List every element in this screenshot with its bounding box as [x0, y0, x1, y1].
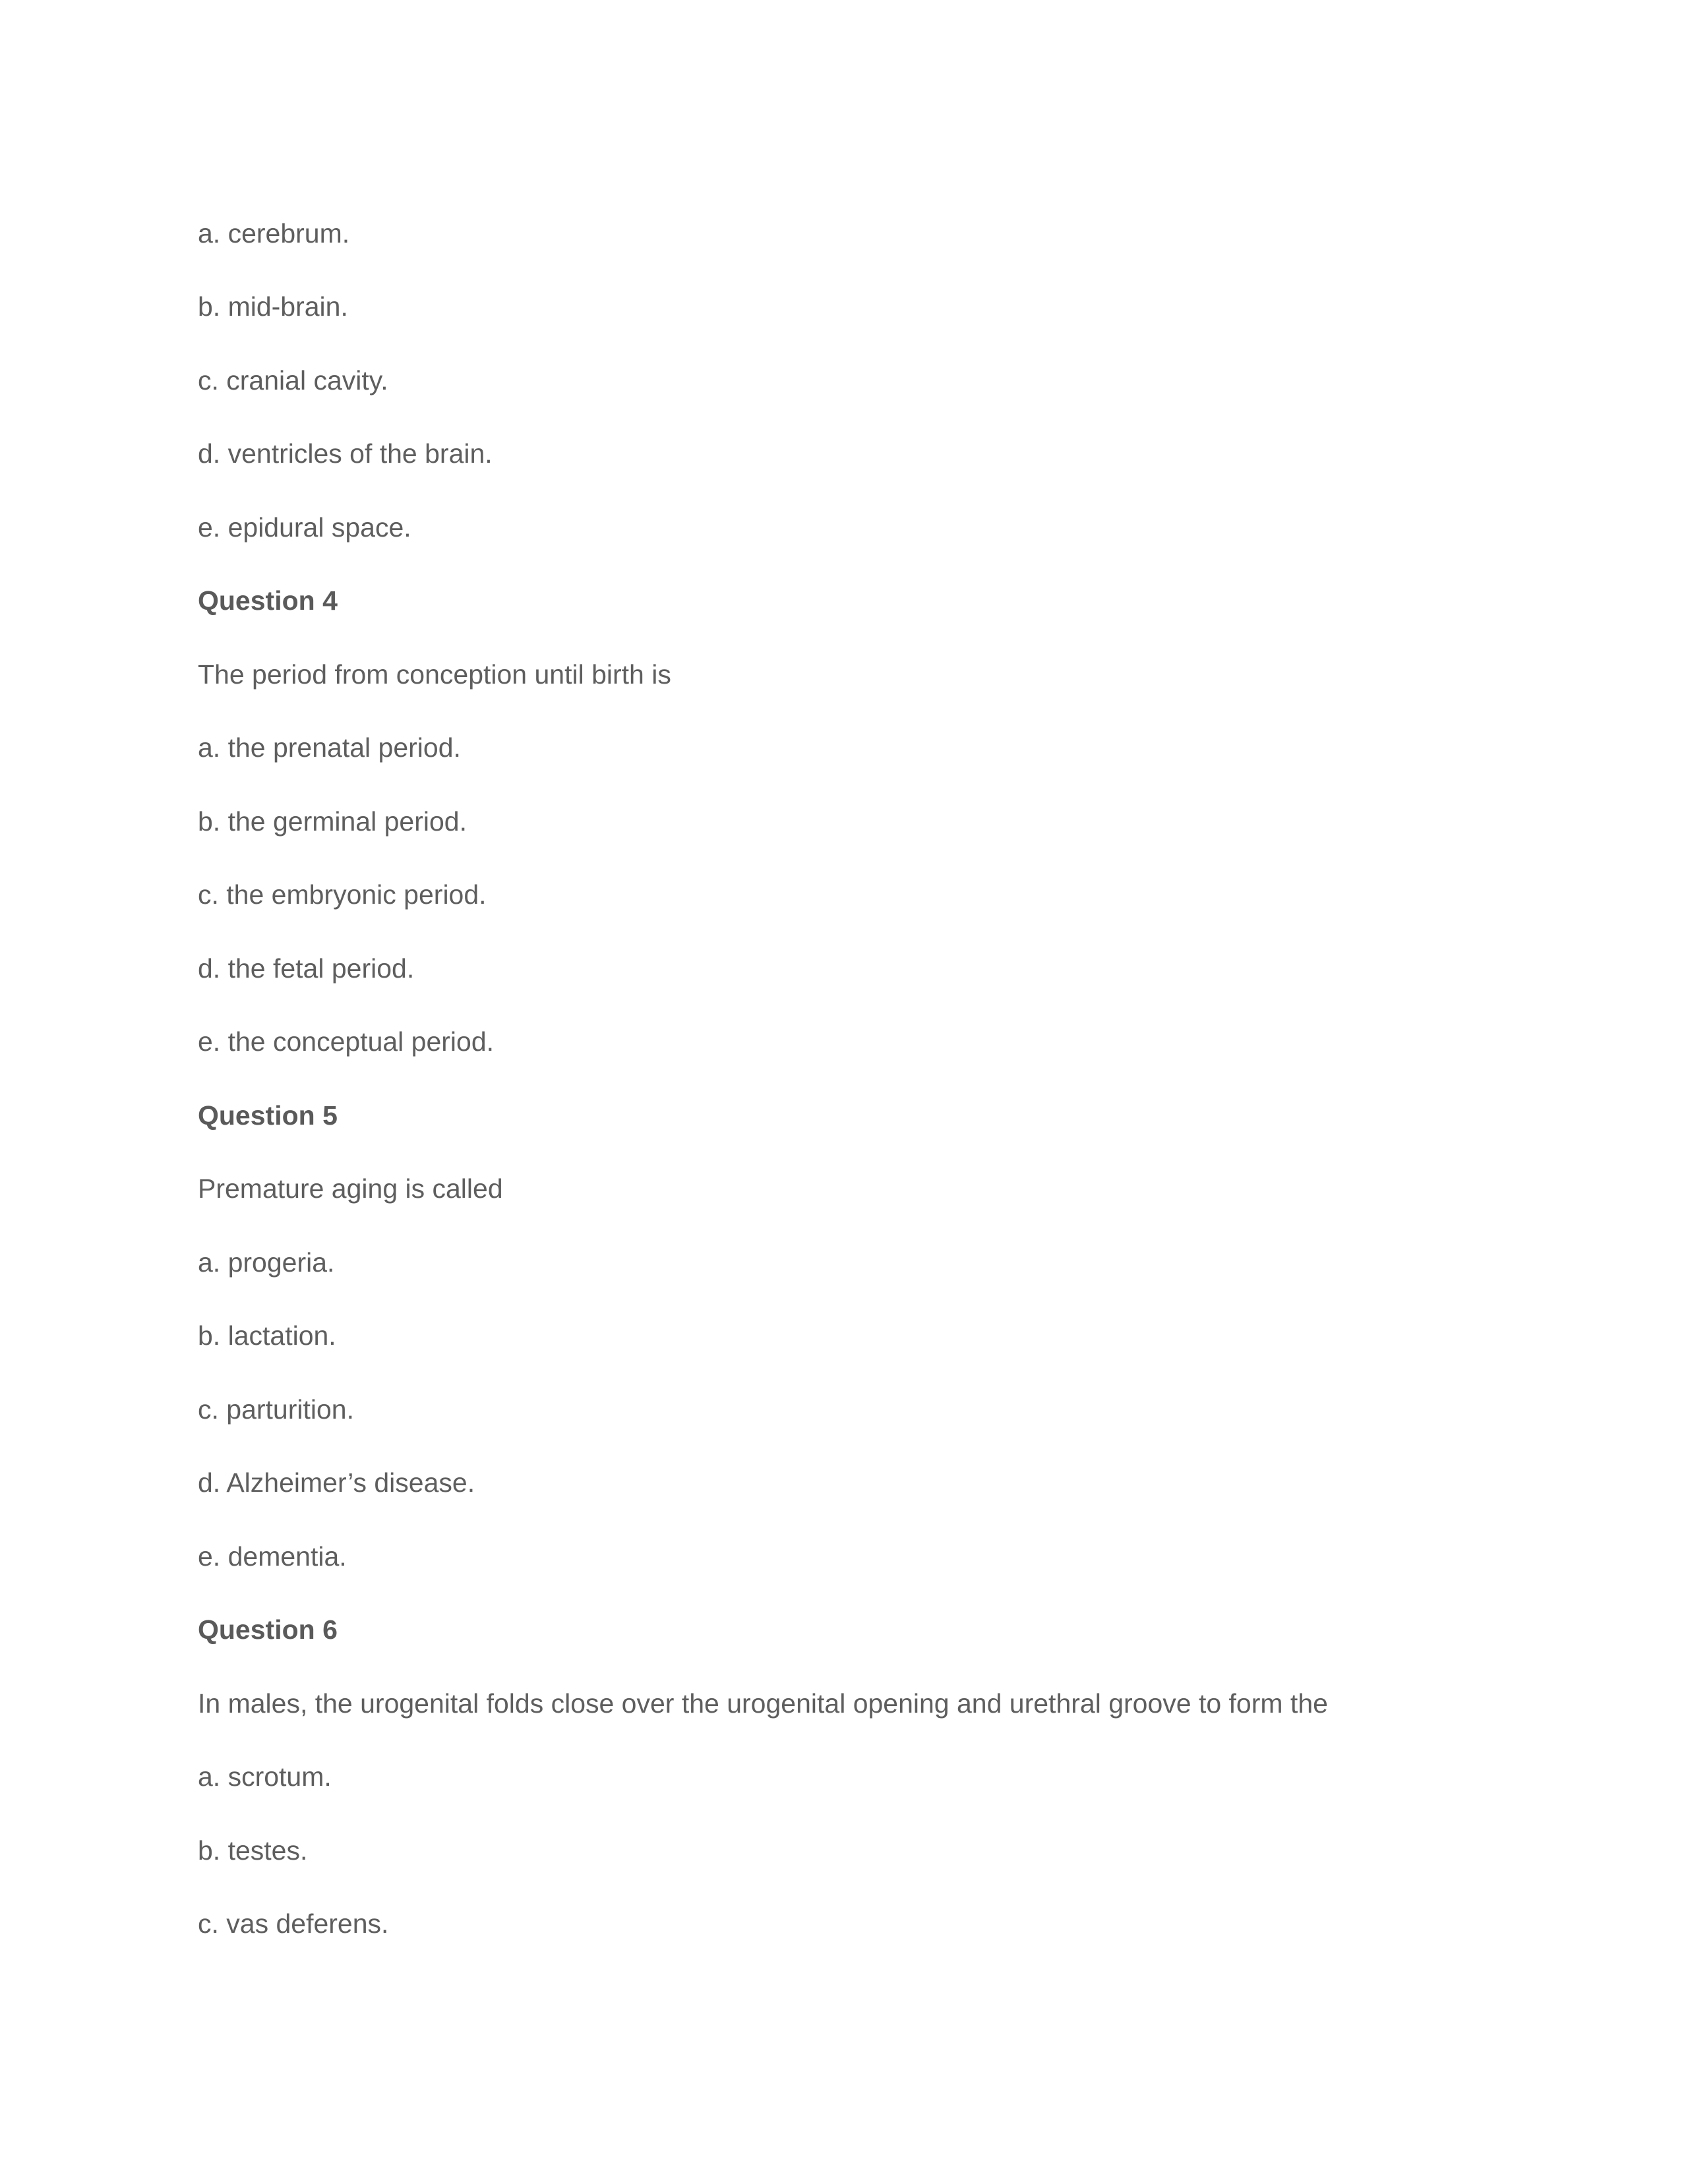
question-6-option-c: c. vas deferens. — [198, 1908, 389, 1939]
question-5-option-d: d. Alzheimer’s disease. — [198, 1467, 475, 1498]
question-5-option-c: c. parturition. — [198, 1394, 354, 1425]
question-4-option-e: e. the conceptual period. — [198, 1026, 495, 1057]
question-5-option-e: e. dementia. — [198, 1541, 347, 1572]
question-4-heading: Question 4 — [198, 585, 338, 616]
option-e: e. epidural space. — [198, 512, 411, 543]
option-a: a. cerebrum. — [198, 218, 350, 249]
question-4-option-c: c. the embryonic period. — [198, 879, 487, 910]
question-6-option-b: b. testes. — [198, 1835, 308, 1866]
question-5-option-a: a. progeria. — [198, 1247, 335, 1278]
question-5-prompt: Premature aging is called — [198, 1173, 503, 1204]
question-4-option-a: a. the prenatal period. — [198, 732, 461, 763]
question-6-prompt: In males, the urogenital folds close over the urogenital opening and urethral groove to form the — [198, 1688, 1328, 1719]
question-5-heading: Question 5 — [198, 1100, 338, 1131]
option-d: d. ventricles of the brain. — [198, 438, 493, 469]
option-b: b. mid-brain. — [198, 291, 348, 322]
question-4-option-b: b. the germinal period. — [198, 806, 467, 837]
option-c: c. cranial cavity. — [198, 365, 388, 396]
question-6-option-a: a. scrotum. — [198, 1761, 332, 1792]
question-5-option-b: b. lactation. — [198, 1320, 336, 1351]
question-4-prompt: The period from conception until birth is — [198, 659, 671, 690]
question-6-heading: Question 6 — [198, 1614, 338, 1645]
question-4-option-d: d. the fetal period. — [198, 953, 415, 984]
